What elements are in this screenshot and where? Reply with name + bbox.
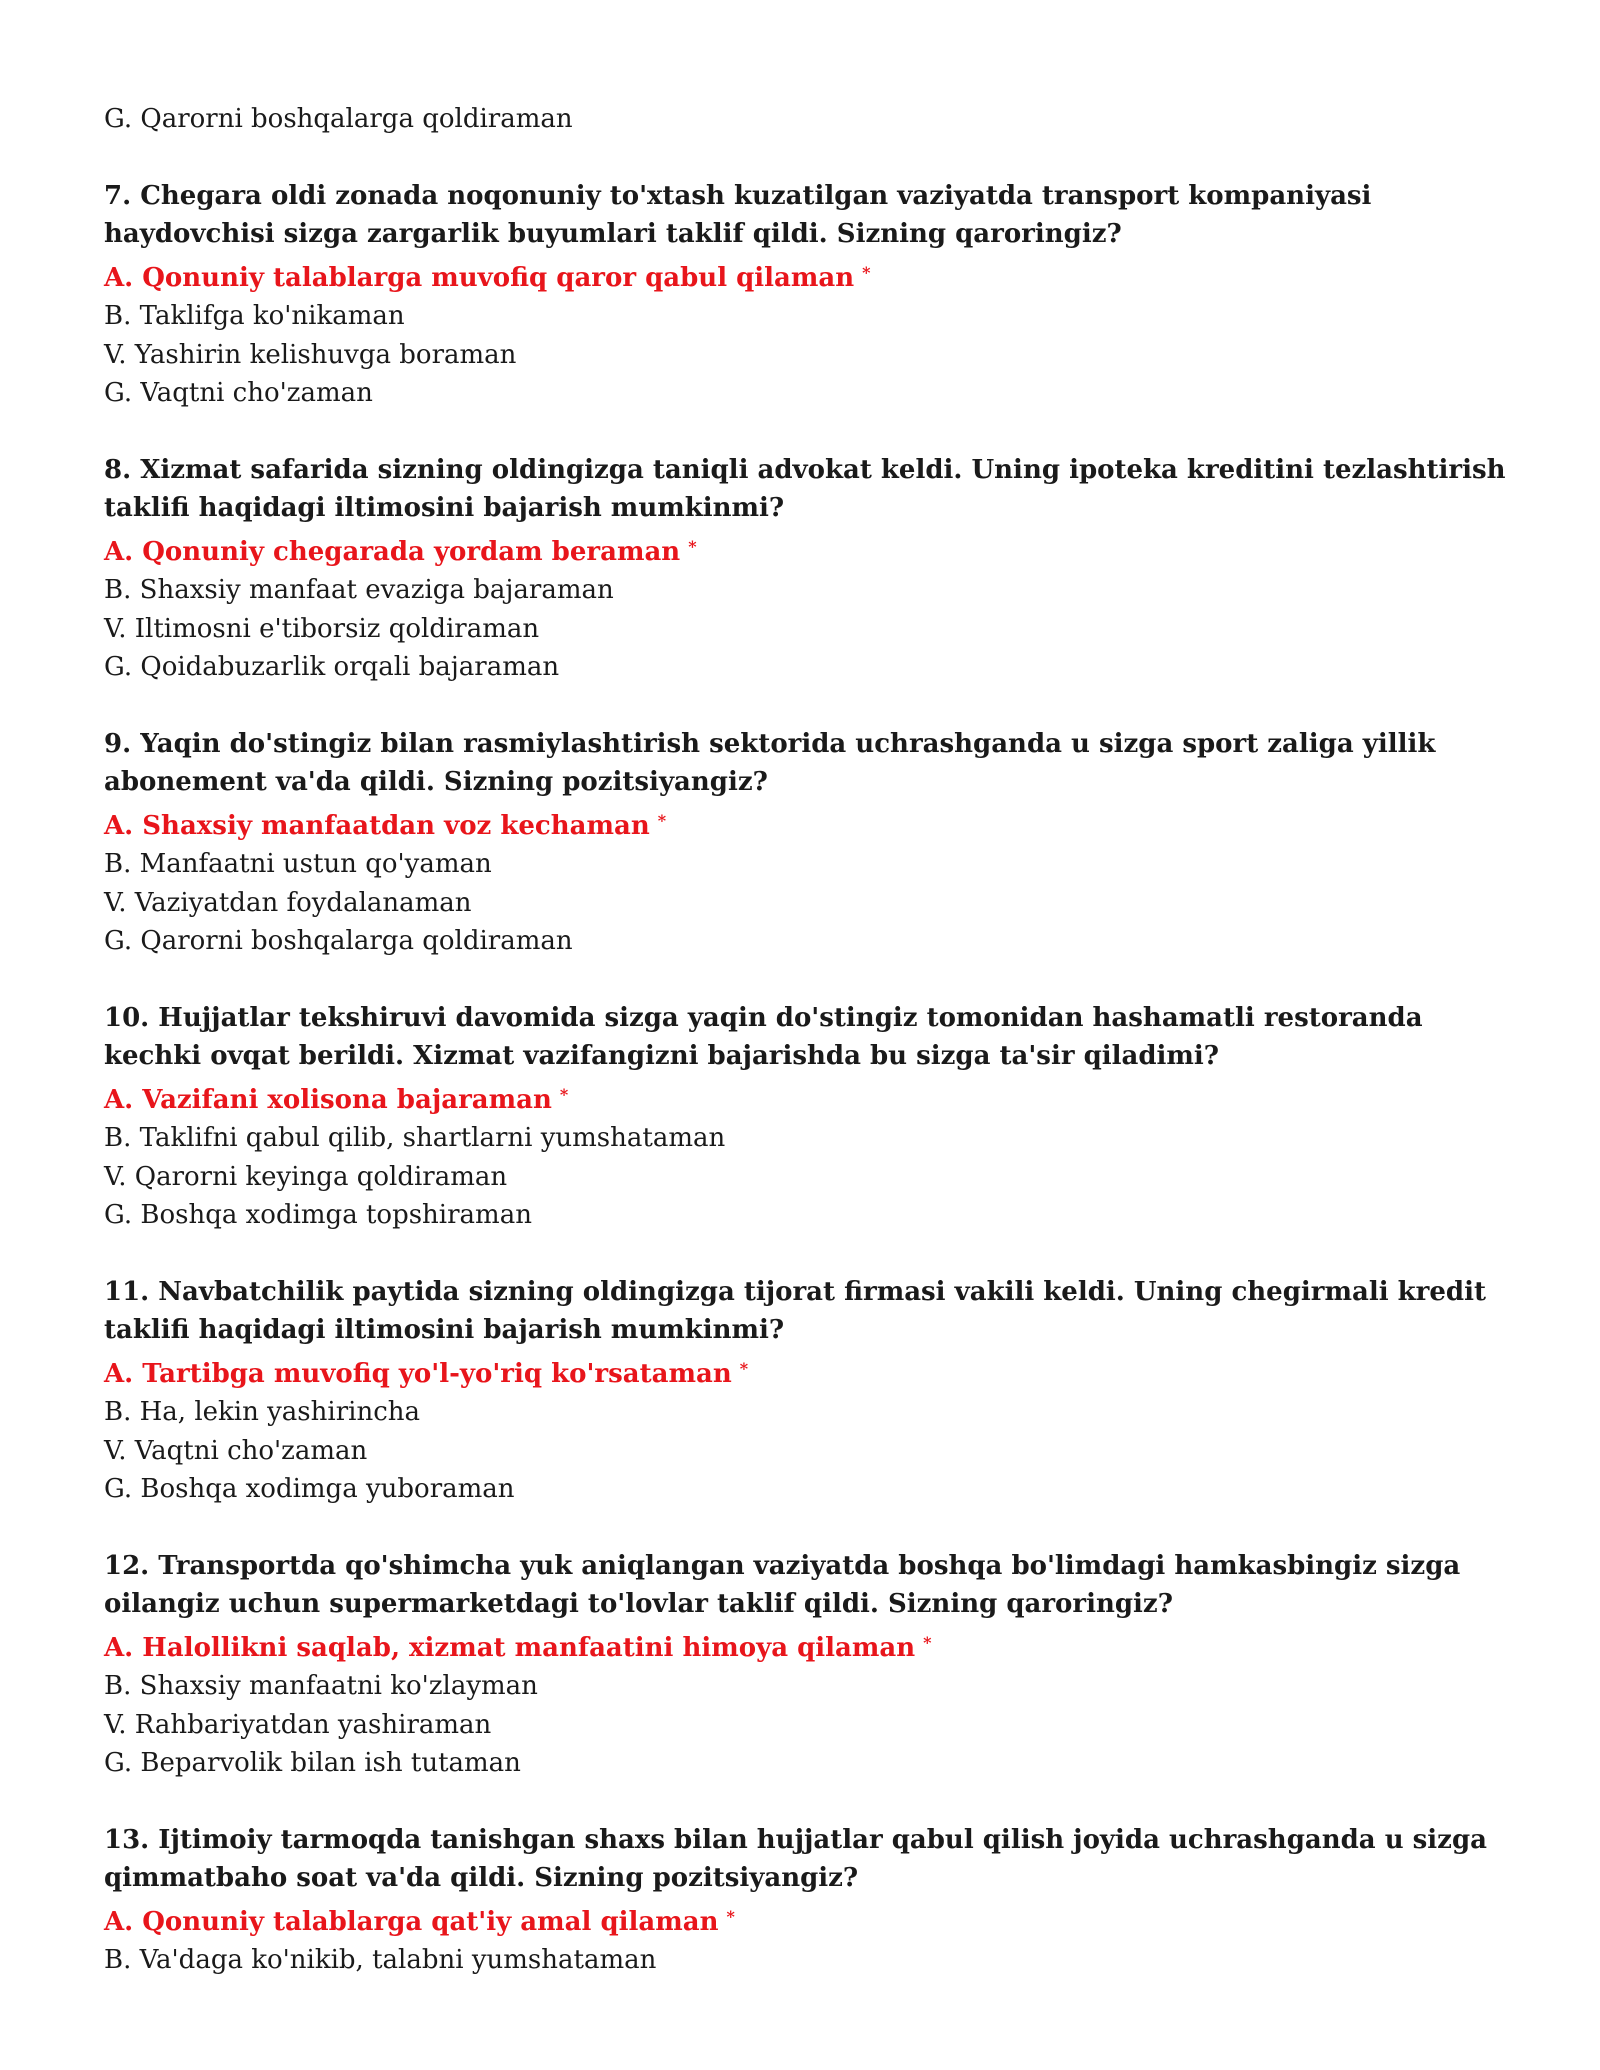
question-block-12 [104, 1547, 1524, 1783]
question-block-8 [104, 451, 1524, 687]
correct-answer [104, 528, 1524, 572]
asterisk-marker: * [923, 1632, 932, 1652]
question-block-7 [104, 177, 1524, 413]
asterisk-marker: * [862, 262, 871, 282]
correct-answer-label: A. Halollikni saqlab, xizmat manfaatini himoya qilaman [104, 1632, 916, 1663]
option-line: B. Va'daga ko'nikib, talabni yumshataman [104, 1945, 657, 1975]
correct-answer [104, 1350, 1524, 1394]
option-line: B. Ha, lekin yashirincha [104, 1397, 421, 1427]
correct-answer-label: A. Tartibga muvofiq yo'l-yo'riq ko'rsataman [104, 1358, 732, 1389]
option-line: G. Qoidabuzarlik orqali bajaraman [104, 652, 560, 682]
correct-answer-label: A. Shaxsiy manfaatdan voz kechaman [104, 810, 650, 841]
question-block-11 [104, 1273, 1524, 1509]
correct-answer-label: A. Qonuniy talablarga muvofiq qaror qabul qilaman [104, 262, 855, 293]
option-line: B. Shaxsiy manfaat evaziga bajaraman [104, 575, 614, 605]
asterisk-marker: * [559, 1084, 569, 1104]
option-line: V. Qarorni keyinga qoldiraman [104, 1161, 508, 1192]
option-line: V. Iltimosni e'tiborsiz qoldiraman [104, 613, 540, 644]
question-block-10 [104, 999, 1524, 1235]
correct-answer [104, 1624, 1524, 1668]
question-text: 12. Transportda qo'shimcha yuk aniqlangan vaziyatda boshqa bo'limdagi hamkasbingiz sizga oilangiz uchun supermarketdagi to'lovlar taklif qildi. Sizning qaroringiz? [104, 1550, 1461, 1619]
correct-answer [104, 1076, 1524, 1120]
option-line: B. Taklifga ko'nikaman [104, 301, 405, 331]
asterisk-marker: * [657, 810, 667, 830]
option-line: G. Vaqtni cho'zaman [104, 378, 373, 408]
document-page [104, 100, 1524, 1980]
option-line: G. Beparvolik bilan ish tutaman [104, 1748, 521, 1778]
correct-answer-label: A. Vazifani xolisona bajaraman [104, 1084, 552, 1115]
question-text: 9. Yaqin do'stingiz bilan rasmiylashtirish sektorida uchrashganda u sizga sport zaliga yillik abonement va'da qildi. Sizning pozitsiyangiz? [104, 728, 1436, 797]
option-line: B. Shaxsiy manfaatni ko'zlayman [104, 1671, 538, 1701]
option-line: G. Boshqa xodimga yuboraman [104, 1474, 515, 1504]
option-line: V. Yashirin kelishuvga boraman [104, 339, 517, 370]
option-line: G. Qarorni boshqalarga qoldiraman [104, 926, 573, 956]
question-text: 8. Xizmat safarida sizning oldingizga taniqli advokat keldi. Uning ipoteka kreditini tezlashtirish taklifi haqidagi iltimosini bajarish mumkinmi? [104, 454, 1506, 523]
question-text: 13. Ijtimoiy tarmoqda tanishgan shaxs bilan hujjatlar qabul qilish joyida uchrashganda u sizga qimmatbaho soat va'da qildi. Sizning pozitsiyangiz? [104, 1824, 1487, 1893]
question-block-9 [104, 725, 1524, 961]
asterisk-marker: * [726, 1906, 735, 1926]
option-line: B. Manfaatni ustun qo'yaman [104, 849, 492, 879]
option-line: B. Taklifni qabul qilib, shartlarni yumshataman [104, 1123, 726, 1153]
correct-answer-label: A. Qonuniy chegarada yordam beraman [104, 536, 681, 567]
question-block-13 [104, 1821, 1524, 1980]
option-line: V. Rahbariyatdan yashiraman [104, 1709, 492, 1740]
option-line: G. Qarorni boshqalarga qoldiraman [104, 104, 573, 134]
correct-answer [104, 254, 1524, 298]
asterisk-marker: * [739, 1358, 749, 1378]
question-text: 10. Hujjatlar tekshiruvi davomida sizga yaqin do'stingiz tomonidan hashamatli restoranda kechki ovqat berildi. Xizmat vazifangizni bajarishda bu sizga ta'sir qiladimi? [104, 1002, 1423, 1071]
asterisk-marker: * [688, 536, 697, 556]
option-line: V. Vaqtni cho'zaman [104, 1435, 368, 1466]
question-text: 7. Chegara oldi zonada noqonuniy to'xtash kuzatilgan vaziyatda transport kompaniyasi haydovchisi sizga zargarlik buyumlari taklif qildi. Sizning qaroringiz? [104, 180, 1372, 249]
question-text: 11. Navbatchilik paytida sizning oldingizga tijorat firmasi vakili keldi. Uning chegirmali kredit taklifi haqidagi iltimosini bajarish mumkinmi? [104, 1276, 1486, 1345]
correct-answer [104, 802, 1524, 846]
option-line: V. Vaziyatdan foydalanaman [104, 887, 472, 918]
correct-answer-label: A. Qonuniy talablarga qat'iy amal qilaman [104, 1906, 719, 1937]
option-line: G. Boshqa xodimga topshiraman [104, 1200, 532, 1230]
correct-answer [104, 1898, 1524, 1942]
